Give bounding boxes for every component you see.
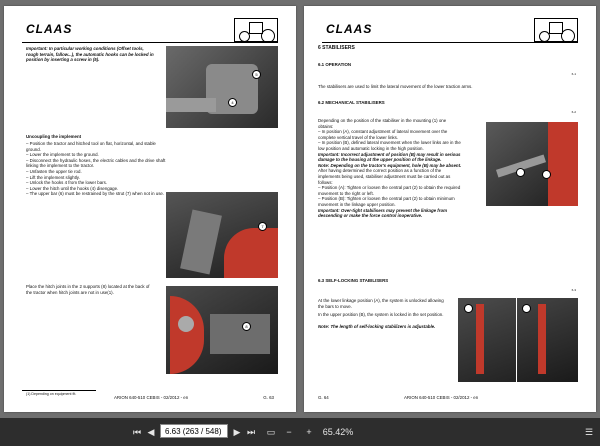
menu-icon[interactable]: ☰ xyxy=(584,427,594,437)
zoom-level[interactable]: 65.42% xyxy=(322,427,354,437)
hitch-photo-3 xyxy=(166,286,278,374)
viewer-toolbar xyxy=(0,418,600,446)
side-ref: 6-1 xyxy=(571,72,576,76)
hitch-photo-1 xyxy=(166,46,278,128)
s63-note: Note: The length of self-locking stabilizers is adjustable. xyxy=(318,324,436,329)
footnote: (1) Depending on equipment fit. xyxy=(26,392,77,396)
s62-intro: Depending on the position of the stabiliser in the mounting (1) one obtains: xyxy=(318,118,447,129)
screen-icon[interactable]: ▭ xyxy=(266,427,276,437)
list-item: – In position (B), defined lateral movement when the lower links are in the low position and automatic locking in the high position. xyxy=(318,140,462,151)
page-number-field[interactable]: 6.63 (263 / 548) xyxy=(160,424,228,438)
footnote-rule xyxy=(22,390,96,391)
brand-logo: CLAAS xyxy=(326,22,373,36)
important-intro: Important: In particular working conditions (Offset tools, rough terrain, fallow...), the automatic hooks can be locked in position by inserting a screw in (5). xyxy=(26,46,154,63)
next-page-icon[interactable]: ▶ xyxy=(233,427,241,437)
s62-note: Note: Depending on the tractor's equipment, hole (B) may be absent. xyxy=(318,162,462,168)
list-item: – Position (A): Tighten or loosen the central part (2) to obtain the required movement to the right or left. xyxy=(318,185,462,196)
footer-text: ARION 640-510 CEBIS - 02/2012 - en xyxy=(404,395,479,400)
photo-label: 4 xyxy=(228,98,237,107)
s63-text1: At the lower linkage position (A), the system is unlocked allowing the bars to move. xyxy=(318,298,444,309)
s62-important: Important: Incorrect adjustment of position (B) may result in serious damage to the housing at the upper position of the linkage. xyxy=(318,151,461,163)
photo-label: 7 xyxy=(258,222,267,231)
list-item: – Lower the implement to the ground. xyxy=(26,152,166,158)
section-title-63: 6.3 SELF-LOCKING STABILISERS xyxy=(318,278,389,283)
last-page-icon[interactable]: ⏭ xyxy=(246,427,256,437)
page-number: G. 63 xyxy=(263,395,274,400)
footer-text: ARION 640-510 CEBIS - 02/2012 - en xyxy=(114,395,189,400)
list-item: – Disconnect the hydraulic hoses, the electric cables and the drive shaft linking the implement to the tractor. xyxy=(26,158,166,169)
left-page xyxy=(4,6,296,412)
list-item: – Position the tractor and hitched tool on flat, horizontal, and stable ground. xyxy=(26,141,166,152)
stabiliser-photo-1 xyxy=(486,122,578,206)
list-item: – Unfasten the upper tie rod. xyxy=(26,169,166,175)
stabiliser-photo-2 xyxy=(458,298,578,382)
zoom-in-icon[interactable]: + xyxy=(306,427,312,437)
hitch-note: Place the hitch joints in the 2 supports (8) located at the back of the tractor when hitch joints are not in use(1). xyxy=(26,284,150,295)
tractor-icon xyxy=(234,18,278,42)
s62-after: After having determined the correct position as a function of the implements being used, stabiliser adjustment must be carried out as follows: xyxy=(318,168,451,185)
brand-logo: CLAAS xyxy=(26,22,73,36)
side-ref: 6-2 xyxy=(571,110,576,114)
step-list xyxy=(26,141,166,197)
chapter-title: 6 STABILISERS xyxy=(318,45,355,51)
side-ref: 6-3 xyxy=(571,288,576,292)
tractor-icon xyxy=(534,18,578,42)
zoom-out-icon[interactable]: − xyxy=(286,427,292,437)
first-page-icon[interactable]: ⏮ xyxy=(132,427,142,437)
section-title-61: 6.1 OPERATION xyxy=(318,62,352,67)
photo-label: 5 xyxy=(252,70,261,79)
s62-important2: Important: Over-tight stabilisers may prevent the linkage from descending or make the force control inoperative. xyxy=(318,207,448,219)
s62-body xyxy=(318,118,462,219)
list-item: – In position (A), constant adjustment of lateral movement over the complete vertical travel of the lower links. xyxy=(318,129,462,140)
photo-label: 8 xyxy=(242,322,251,331)
s63-text2: In the upper position (B), the system is locked in the set position. xyxy=(318,312,444,317)
hitch-photo-2 xyxy=(166,192,278,278)
list-item: – The upper bar (6) must be restrained by the strut (7) when not in use. xyxy=(26,191,166,197)
header-rule xyxy=(322,42,578,43)
previous-page-icon[interactable]: ◀ xyxy=(147,427,155,437)
list-item: – Position (B): Tighten or loosen the central part (2) to obtain minimum movement in the linkage upper position. xyxy=(318,196,462,207)
list-item: – Unlock the hooks 4 from the lower bars. xyxy=(26,180,166,186)
page-number: G. 64 xyxy=(318,395,329,400)
section-title: Uncoupling the implement xyxy=(26,134,82,139)
list-item: – Lower the hitch until the hooks (4) disengage. xyxy=(26,186,166,192)
list-item: – Lift the implement slightly. xyxy=(26,175,166,181)
s61-text: The stabilisers are used to limit the lateral movement of the lower traction arms. xyxy=(318,84,473,89)
header-rule xyxy=(22,42,278,43)
right-page xyxy=(304,6,596,412)
section-title-62: 6.2 MECHANICAL STABILISERS xyxy=(318,100,385,105)
